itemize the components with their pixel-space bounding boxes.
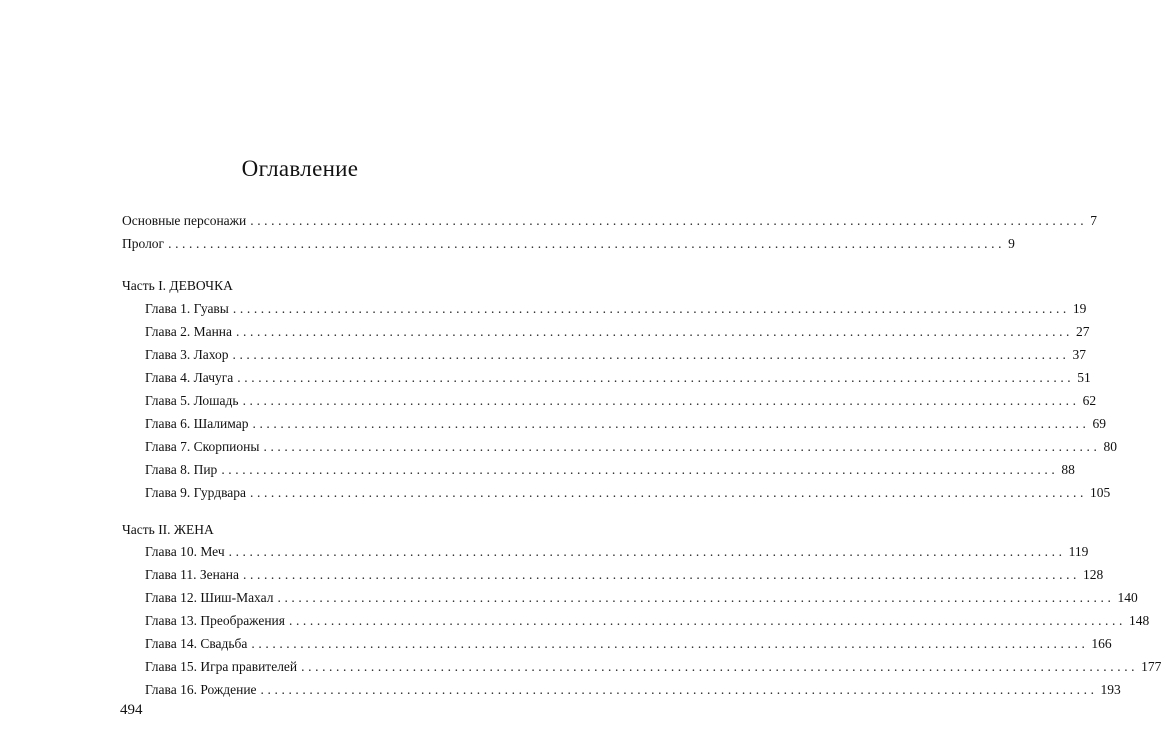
toc-chapter-8[interactable] xyxy=(145,462,1075,478)
toc-chapter-label: Глава 4. Лачуга xyxy=(145,370,234,385)
toc-chapter-label: Глава 11. Зенана xyxy=(145,567,240,582)
toc-chapter-page: 19 xyxy=(1072,301,1087,316)
dot-leader: ........................................................................................................................ xyxy=(237,370,1075,385)
page-title: Оглавление xyxy=(241,156,359,181)
toc-chapter-5[interactable] xyxy=(145,393,1097,409)
toc-chapter-page: 166 xyxy=(1091,636,1112,651)
toc-chapter-page: 88 xyxy=(1061,462,1075,477)
toc-chapter-page: 27 xyxy=(1076,324,1090,339)
dot-leader: ........................................................................................................................ xyxy=(251,636,1089,651)
part-heading-1: Часть I. ДЕВОЧКА xyxy=(122,278,233,293)
toc-chapter-3[interactable] xyxy=(145,347,1086,363)
toc-chapter-1[interactable] xyxy=(145,301,1087,317)
toc-chapter-label: Глава 12. Шиш-Махал xyxy=(145,590,274,605)
dot-leader: ........................................................................................................................ xyxy=(250,213,1088,228)
toc-chapter-label: Глава 8. Пир xyxy=(145,462,218,477)
toc-chapter-page: 80 xyxy=(1103,439,1117,454)
dot-leader: ........................................................................................................................ xyxy=(250,485,1087,500)
toc-chapter-9[interactable] xyxy=(145,485,1111,501)
toc-chapter-label: Глава 7. Скорпионы xyxy=(145,439,260,454)
dot-leader: ........................................................................................................................ xyxy=(228,544,1066,559)
toc-chapter-label: Глава 5. Лошадь xyxy=(145,393,239,408)
toc-chapter-15[interactable] xyxy=(145,659,1161,675)
toc-chapter-page: 193 xyxy=(1100,682,1121,697)
toc-chapter-label: Глава 16. Рождение xyxy=(145,682,257,697)
toc-entry-label: Пролог xyxy=(122,236,165,251)
toc-chapter-page: 62 xyxy=(1082,393,1097,408)
toc-chapter-label: Глава 9. Гурдвара xyxy=(145,485,246,500)
dot-leader: ........................................................................................................................ xyxy=(301,659,1139,674)
dot-leader: ........................................................................................................................ xyxy=(232,301,1070,316)
toc-entry-page: 9 xyxy=(1008,236,1015,251)
toc-chapter-7[interactable] xyxy=(145,439,1117,455)
dot-leader: ........................................................................................................................ xyxy=(232,347,1070,362)
toc-chapter-page: 119 xyxy=(1068,544,1089,559)
toc-chapter-label: Глава 14. Свадьба xyxy=(145,636,248,651)
dot-leader: ........................................................................................................................ xyxy=(288,613,1126,628)
toc-chapter-page: 148 xyxy=(1128,613,1150,628)
toc-chapter-16[interactable] xyxy=(145,682,1121,698)
toc-entry-page: 7 xyxy=(1090,213,1097,228)
toc-chapter-page: 105 xyxy=(1090,485,1111,500)
toc-chapter-label: Глава 15. Игра правителей xyxy=(145,659,298,674)
toc-chapter-11[interactable] xyxy=(145,567,1104,583)
toc-chapter-2[interactable] xyxy=(145,324,1090,340)
toc-chapter-6[interactable] xyxy=(145,416,1106,432)
part-heading-2: Часть II. ЖЕНА xyxy=(122,522,214,537)
dot-leader: ........................................................................................................................ xyxy=(243,567,1081,582)
toc-entry-prologue[interactable] xyxy=(122,236,1015,252)
toc-chapter-page: 128 xyxy=(1083,567,1104,582)
toc-entry-label: Основные персонажи xyxy=(122,213,247,228)
toc-chapter-page: 37 xyxy=(1072,347,1086,362)
toc-chapter-page: 69 xyxy=(1092,416,1106,431)
dot-leader: ........................................................................................................................ xyxy=(168,236,1006,251)
toc-chapter-page: 51 xyxy=(1077,370,1091,385)
toc-chapter-14[interactable] xyxy=(145,636,1112,652)
dot-leader: ........................................................................................................................ xyxy=(260,682,1098,697)
toc-chapter-page: 177 xyxy=(1141,659,1161,674)
page-number: 494 xyxy=(120,702,143,718)
toc-entry-characters[interactable] xyxy=(122,213,1097,229)
dot-leader: ........................................................................................................................ xyxy=(221,462,1059,477)
toc-chapter-label: Глава 10. Меч xyxy=(145,544,225,559)
toc-chapter-label: Глава 13. Преображения xyxy=(145,613,285,628)
dot-leader: ........................................................................................................................ xyxy=(277,590,1115,605)
toc-chapter-10[interactable] xyxy=(145,544,1089,560)
toc-chapter-4[interactable] xyxy=(145,370,1091,386)
toc-chapter-12[interactable] xyxy=(145,590,1138,606)
dot-leader: ........................................................................................................................ xyxy=(263,439,1101,454)
dot-leader: ........................................................................................................................ xyxy=(236,324,1074,339)
toc-chapter-13[interactable] xyxy=(145,613,1150,629)
dot-leader: ........................................................................................................................ xyxy=(242,393,1080,408)
toc-chapter-page: 140 xyxy=(1117,590,1138,605)
dot-leader: ........................................................................................................................ xyxy=(252,416,1090,431)
toc-chapter-label: Глава 6. Шалимар xyxy=(145,416,249,431)
toc-chapter-label: Глава 3. Лахор xyxy=(145,347,229,362)
toc-chapter-label: Глава 1. Гуавы xyxy=(145,301,229,316)
toc-chapter-label: Глава 2. Манна xyxy=(145,324,233,339)
